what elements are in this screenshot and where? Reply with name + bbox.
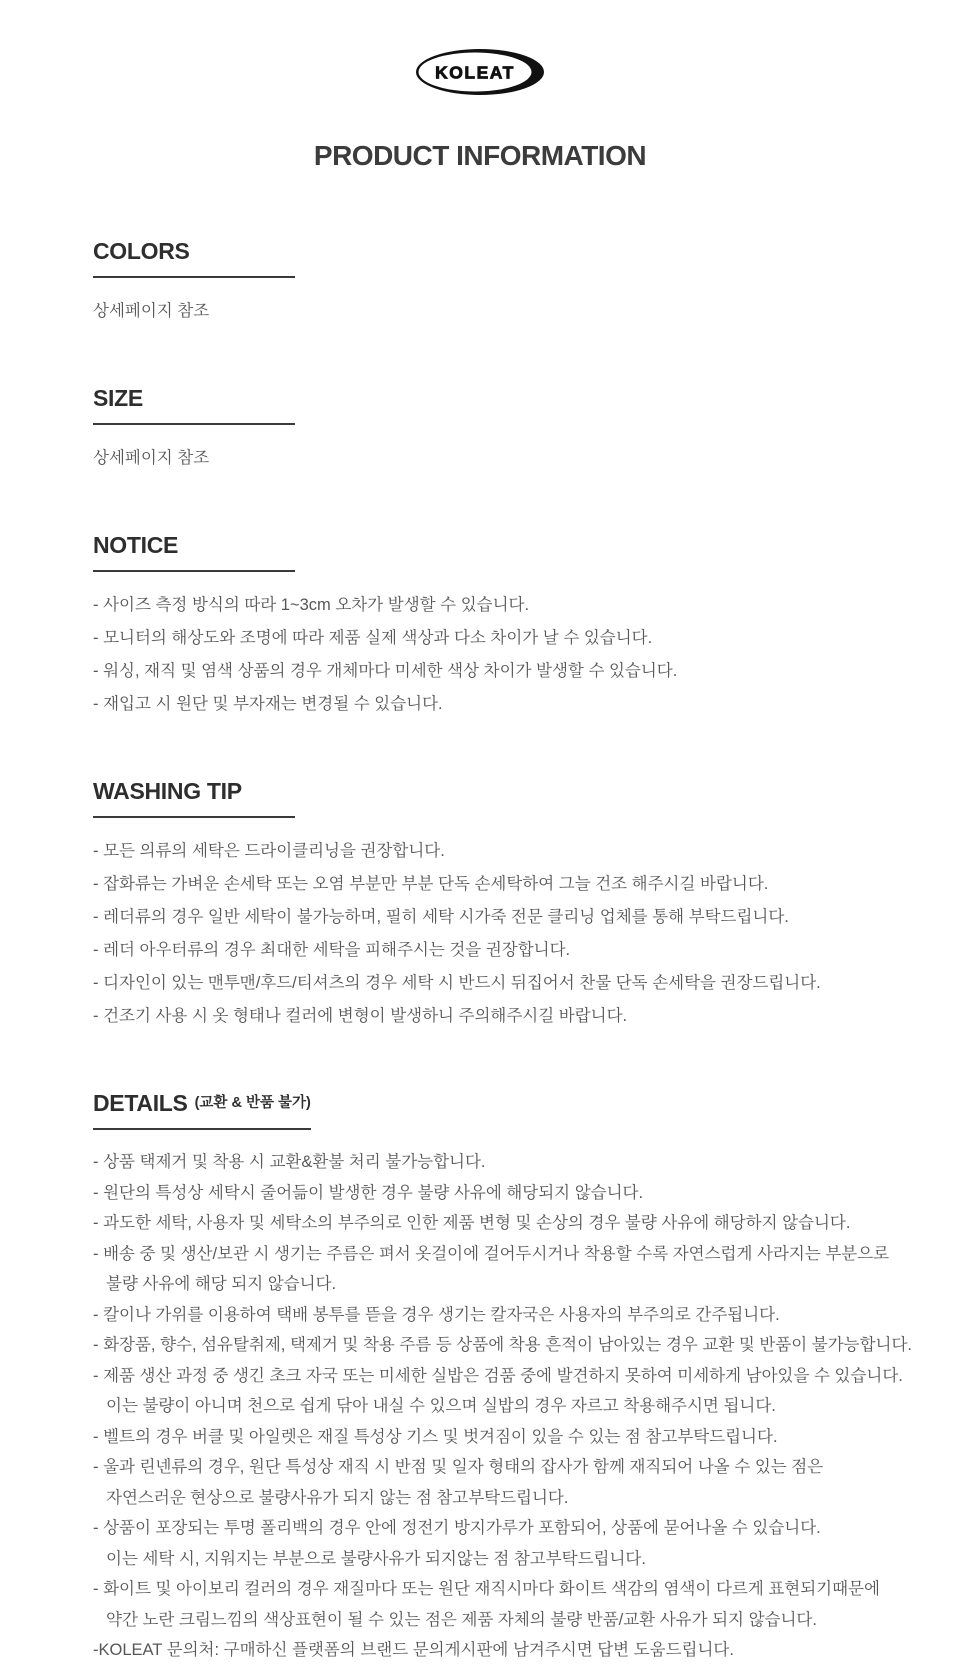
details-line: - 상품이 포장되는 투명 폴리백의 경우 안에 정전기 방지가루가 포함되어, 상품에 묻어나올 수 있습니다. [93,1519,821,1537]
washing-tip-heading: WASHING TIP [93,778,242,804]
details-line: -KOLEAT 문의처: 구매하신 플랫폼의 브랜드 문의게시판에 남겨주시면 답변 도움드립니다. [93,1641,734,1659]
section-size [93,385,930,475]
details-line: - 상품 택제거 및 착용 시 교환&환불 처리 불가능합니다. [93,1153,486,1171]
notice-line: - 재입고 시 원단 및 부자재는 변경될 수 있습니다. [93,695,443,713]
koleat-logo-icon [415,48,545,96]
details-line-continuation: 이는 불량이 아니며 천으로 쉽게 닦아 내실 수 있으며 실밥의 경우 자르고 착용해주시면 됩니다. [106,1397,776,1415]
notice-heading-rule [93,570,295,572]
colors-heading: COLORS [93,238,190,264]
brand-logo [0,48,960,96]
details-line-continuation: 불량 사유에 해당 되지 않습니다. [106,1275,337,1293]
colors-heading-rule [93,276,295,278]
washing-tip-body [93,835,930,1033]
colors-body [93,295,930,328]
notice-line: - 모니터의 해상도와 조명에 따라 제품 실제 색상과 다소 차이가 날 수 있습니다. [93,629,653,647]
details-line-continuation: 이는 세탁 시, 지워지는 부분으로 불량사유가 되지않는 점 참고부탁드립니다. [106,1549,646,1568]
size-heading-rule [93,423,295,425]
details-line: - 과도한 세탁, 사용자 및 세탁소의 부주의로 인한 제품 변형 및 손상의 경우 불량 사유에 해당하지 않습니다. [93,1214,851,1232]
details-line: - 화이트 및 아이보리 컬러의 경우 재질마다 또는 원단 재직시마다 화이트 색감의 염색이 다르게 표현되기때문에 [93,1580,880,1598]
notice-line: - 사이즈 측정 방식의 따라 1~3cm 오차가 발생할 수 있습니다. [93,596,530,614]
washing-tip-heading-rule [93,816,295,818]
details-line: - 칼이나 가위를 이용하여 택배 봉투를 뜯을 경우 생기는 칼자국은 사용자의 부주의로 간주됩니다. [93,1305,780,1324]
size-body [93,442,930,475]
section-washing-tip [93,778,930,1033]
details-line: - 원단의 특성상 세탁시 줄어듦이 발생한 경우 불량 사유에 해당되지 않습니다. [93,1183,644,1202]
details-line: - 제품 생산 과정 중 생긴 초크 자국 또는 미세한 실밥은 검품 중에 발견하지 못하여 미세하게 남아있을 수 있습니다. [93,1366,903,1385]
details-body [93,1147,930,1666]
details-heading-suffix: (교환 & 반품 불가) [194,1095,311,1111]
notice-heading: NOTICE [93,532,179,558]
details-heading-rule [93,1128,311,1130]
washing-tip-line: - 건조기 사용 시 옷 형태나 컬러에 변형이 발생하니 주의해주시길 바랍니다. [93,1007,628,1025]
notice-body [93,589,930,721]
page-title: PRODUCT INFORMATION [313,140,647,171]
details-line: - 벨트의 경우 버클 및 아일렛은 재질 특성상 기스 및 벗겨짐이 있을 수 있는 점 참고부탁드립니다. [93,1427,778,1446]
washing-tip-line: - 레더류의 경우 일반 세탁이 불가능하며, 필히 세탁 시가죽 전문 클리닝 업체를 통해 부탁드립니다. [93,908,789,926]
content [0,238,960,1666]
section-details [93,1090,930,1666]
washing-tip-line: - 레더 아우터류의 경우 최대한 세탁을 피해주시는 것을 권장합니다. [93,941,571,959]
washing-tip-line: - 모든 의류의 세탁은 드라이클리닝을 권장합니다. [93,842,445,860]
washing-tip-line: - 디자인이 있는 맨투맨/후드/티셔츠의 경우 세탁 시 반드시 뒤집어서 찬물 단독 손세탁을 권장드립니다. [93,974,821,992]
details-heading: DETAILS [93,1090,188,1116]
brand-logo-text: KOLEAT [435,62,515,83]
washing-tip-line: - 잡화류는 가벼운 손세탁 또는 오염 부분만 부분 단독 손세탁하여 그늘 건조 해주시길 바랍니다. [93,875,769,893]
colors-line: 상세페이지 참조 [93,302,210,320]
section-colors [93,238,930,328]
size-heading: SIZE [93,385,143,411]
section-notice [93,532,930,721]
size-line: 상세페이지 참조 [93,449,210,467]
details-line: - 배송 중 및 생산/보관 시 생기는 주름은 펴서 옷걸이에 걸어두시거나 착용할 수록 자연스럽게 사라지는 부분으로 [93,1244,890,1263]
details-line-continuation: 자연스러운 현상으로 불량사유가 되지 않는 점 참고부탁드립니다. [106,1488,569,1507]
details-line: - 화장품, 향수, 섬유탈취제, 택제거 및 착용 주름 등 상품에 착용 흔적이 남아있는 경우 교환 및 반품이 불가능합니다. [93,1336,913,1354]
details-line-continuation: 약간 노란 크림느낌의 색상표현이 될 수 있는 점은 제품 자체의 불량 반품/교환 사유가 되지 않습니다. [106,1610,817,1629]
details-line: - 울과 린넨류의 경우, 원단 특성상 재직 시 반점 및 일자 형태의 잡사가 함께 재직되어 나올 수 있는 점은 [93,1458,824,1476]
notice-line: - 워싱, 재직 및 염색 상품의 경우 개체마다 미세한 색상 차이가 발생할 수 있습니다. [93,662,678,680]
